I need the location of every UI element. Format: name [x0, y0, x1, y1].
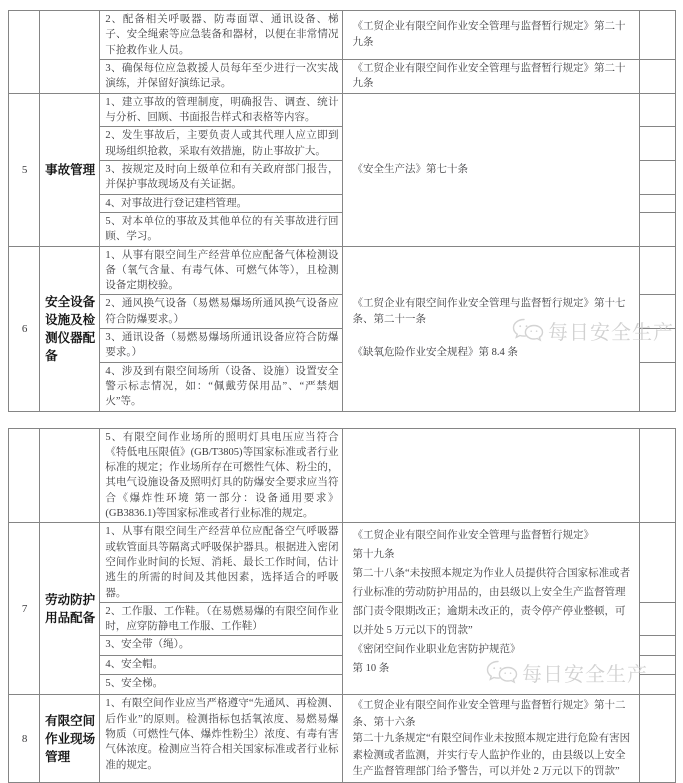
row-number-cell [9, 695, 40, 783]
checklist-item [100, 246, 343, 295]
row-number: 7 [21, 602, 28, 615]
reference-text: 第十九条 [352, 549, 395, 561]
reference-text: 《工贸企业有限空间作业安全管理与监督暂行规定》第二十九条 [352, 62, 626, 90]
reference-cell [343, 246, 639, 411]
row-number: 6 [21, 322, 28, 335]
check-cell [639, 212, 675, 246]
row-number-cell-empty [9, 11, 40, 94]
check-cell [639, 246, 675, 295]
watermark-text: 每日安全生产 [548, 322, 674, 344]
category-cell [40, 246, 100, 411]
item-text: 2、通风换气设备（易燃易爆场所通风换气设备应符合防爆要求。） [105, 298, 339, 325]
check-cell [639, 93, 675, 127]
checklist-table-part2 [8, 428, 676, 783]
item-text: 5、安全梯。 [105, 678, 164, 690]
category-cell [40, 93, 100, 246]
check-cell [639, 127, 675, 161]
check-cell [639, 636, 675, 656]
reference-text: 《安全生产法》第七十条 [352, 163, 468, 175]
reference-text: 《工贸企业有限空间作业安全管理与监督暂行规定》 [352, 530, 594, 542]
item-text: 5、有限空间作业场所的照明灯具电压应当符合《特低电压限值》(GB/T3805)等国家标准或者行业标准的规定；作业场所存在可燃性气体、粉尘的，其电气设施设备及照明灯具的防爆安全要求应当符合《爆炸性环境 第一部分：设备通用要求》(GB3836.1)等国家标准或者行业标准的规定。 [105, 431, 339, 520]
check-cell [639, 59, 675, 93]
reference-cell [343, 11, 639, 60]
checklist-item [100, 194, 343, 212]
item-text: 1、有限空间作业应当严格遵守“先通风、再检测、后作业”的原则。检测指标包括氧浓度、易燃易爆物质（可燃性气体、爆炸性粉尘）浓度、有毒有害气体浓度。检测应当符合相关国家标准或者行业标准的规定。 [105, 698, 339, 771]
table-row [9, 428, 676, 523]
table-row [9, 93, 676, 127]
item-text: 2、发生事故后，主要负责人或其代理人应立即到现场组织抢救，采取有效措施，防止事故扩大。 [105, 130, 339, 157]
document-page [0, 10, 683, 778]
reference-text: 《密闭空间作业职业危害防护规范》 [352, 644, 521, 656]
checklist-item [100, 675, 343, 695]
check-cell [639, 656, 675, 675]
checklist-item [100, 93, 343, 127]
reference-text: 第二十九条规定“有限空间作业未按照本规定进行危险有害因素检测或者监测，并实行专人监护作业的，由县级以上安全生产监督管理部门给予警告，可以并处 2 万元以下的罚款” [352, 733, 631, 778]
reference-cell-empty [343, 428, 639, 523]
category-label: 有限空间作业现场管理 [45, 713, 96, 764]
checklist-item [100, 602, 343, 636]
row-number-cell [9, 523, 40, 695]
reference-cell [343, 695, 639, 783]
item-text: 1、从事有限空间生产经营单位应配备空气呼吸器或软管面具等隔离式呼吸保护器具。根据进入密闭空间作业时间的长短、消耗、最长工作时间，估计逃生的所需的时间及其他因素，选择适合的呼吸器。 [105, 526, 339, 599]
row-number: 8 [21, 732, 28, 745]
check-cell [639, 675, 675, 695]
row-number: 5 [21, 163, 28, 176]
item-text: 3、安全带（绳）。 [105, 639, 190, 651]
reference-text: 《工贸企业有限空间作业安全管理与监督暂行规定》第十二条、第十六条 [352, 700, 626, 728]
reference-text: 《工贸企业有限空间作业安全管理与监督暂行规定》第二十九条 [352, 21, 626, 48]
checklist-item [100, 212, 343, 246]
table-row [9, 246, 676, 295]
checklist-item [100, 362, 343, 411]
item-text: 2、工作服、工作鞋。（在易燃易爆的有限空间作业时，应穿防静电工作服、工作鞋） [105, 605, 339, 633]
item-text: 1、建立事故的管理制度，明确报告、调查、统计与分析、回顾、书面报告样式和表格等内容。 [105, 96, 339, 124]
reference-cell [343, 523, 639, 695]
item-text: 3、确保每位应急救援人员每年至少进行一次实战演练，并保留好演练记录。 [105, 62, 339, 90]
category-cell-empty [40, 11, 100, 94]
check-cell [639, 295, 675, 329]
check-cell [639, 428, 675, 523]
check-cell [639, 695, 675, 783]
reference-cell [343, 93, 639, 246]
item-text: 2、配备相关呼吸器、防毒面罩、通讯设备、梯子、安全绳索等应急装备和器材，以便在非常情况下抢救作业人员。 [105, 14, 339, 56]
reference-text: 第二十八条“未按照本规定为作业人员提供符合国家标准或者行业标准的劳动防护用品的，由县级以上安全生产监督管理部门责令限期改正；逾期未改正的，责令停产停业整顿，可以并处 5 万元以下的罚款” [352, 568, 631, 637]
table-row [9, 59, 676, 93]
checklist-item [100, 656, 343, 675]
check-cell [639, 161, 675, 195]
checklist-item [100, 127, 343, 161]
item-text: 5、对本单位的事故及其他单位的有关事故进行回顾、学习。 [105, 215, 339, 243]
row-number-cell [9, 246, 40, 411]
item-text: 1、从事有限空间生产经营单位应配备气体检测设备（氧气含量、有毒气体、可燃气体等），且检测设备定期校验。 [105, 249, 339, 292]
checklist-item [100, 11, 343, 60]
category-cell [40, 523, 100, 695]
checklist-item [100, 695, 343, 783]
table-row [9, 11, 676, 60]
checklist-item [100, 523, 343, 602]
category-label: 事故管理 [45, 162, 96, 177]
reference-text: 《缺氧危险作业安全规程》第 8.4 条 [352, 347, 518, 359]
category-label: 安全设备设施及检测仪器配备 [45, 294, 96, 363]
reference-text: 《工贸企业有限空间作业安全管理与监督暂行规定》第十七条、第二十一条 [352, 298, 626, 325]
check-cell [639, 329, 675, 363]
check-cell [639, 602, 675, 636]
checklist-item [100, 428, 343, 523]
check-cell [639, 523, 675, 602]
checklist-item [100, 329, 343, 363]
item-text: 4、安全帽。 [105, 659, 164, 671]
category-cell [40, 695, 100, 783]
row-number-cell [9, 93, 40, 246]
item-text: 4、对事故进行登记建档管理。 [105, 197, 248, 209]
category-cell-empty [40, 428, 100, 523]
checklist-item [100, 161, 343, 195]
check-cell [639, 194, 675, 212]
row-number-cell-empty [9, 428, 40, 523]
reference-text: 第 10 条 [352, 663, 390, 675]
table-row [9, 695, 676, 783]
item-text: 3、通讯设备（易燃易爆场所通讯设备应符合防爆要求。） [105, 332, 339, 359]
reference-cell [343, 59, 639, 93]
check-cell [639, 362, 675, 411]
category-label: 劳动防护用品配备 [45, 592, 96, 625]
checklist-item [100, 59, 343, 93]
check-cell [639, 11, 675, 60]
checklist-item [100, 636, 343, 656]
item-text: 3、按规定及时向上级单位和有关政府部门报告，并保护事故现场及有关证据。 [105, 164, 339, 191]
item-text: 4、涉及到有限空间场所（设备、设施）设置安全警示标志情况，如：“佩戴劳保用品”、“严禁烟火”等。 [105, 365, 339, 408]
table-row [9, 523, 676, 602]
checklist-item [100, 295, 343, 329]
watermark-text: 每日安全生产 [522, 664, 648, 686]
checklist-table-part1 [8, 10, 676, 412]
